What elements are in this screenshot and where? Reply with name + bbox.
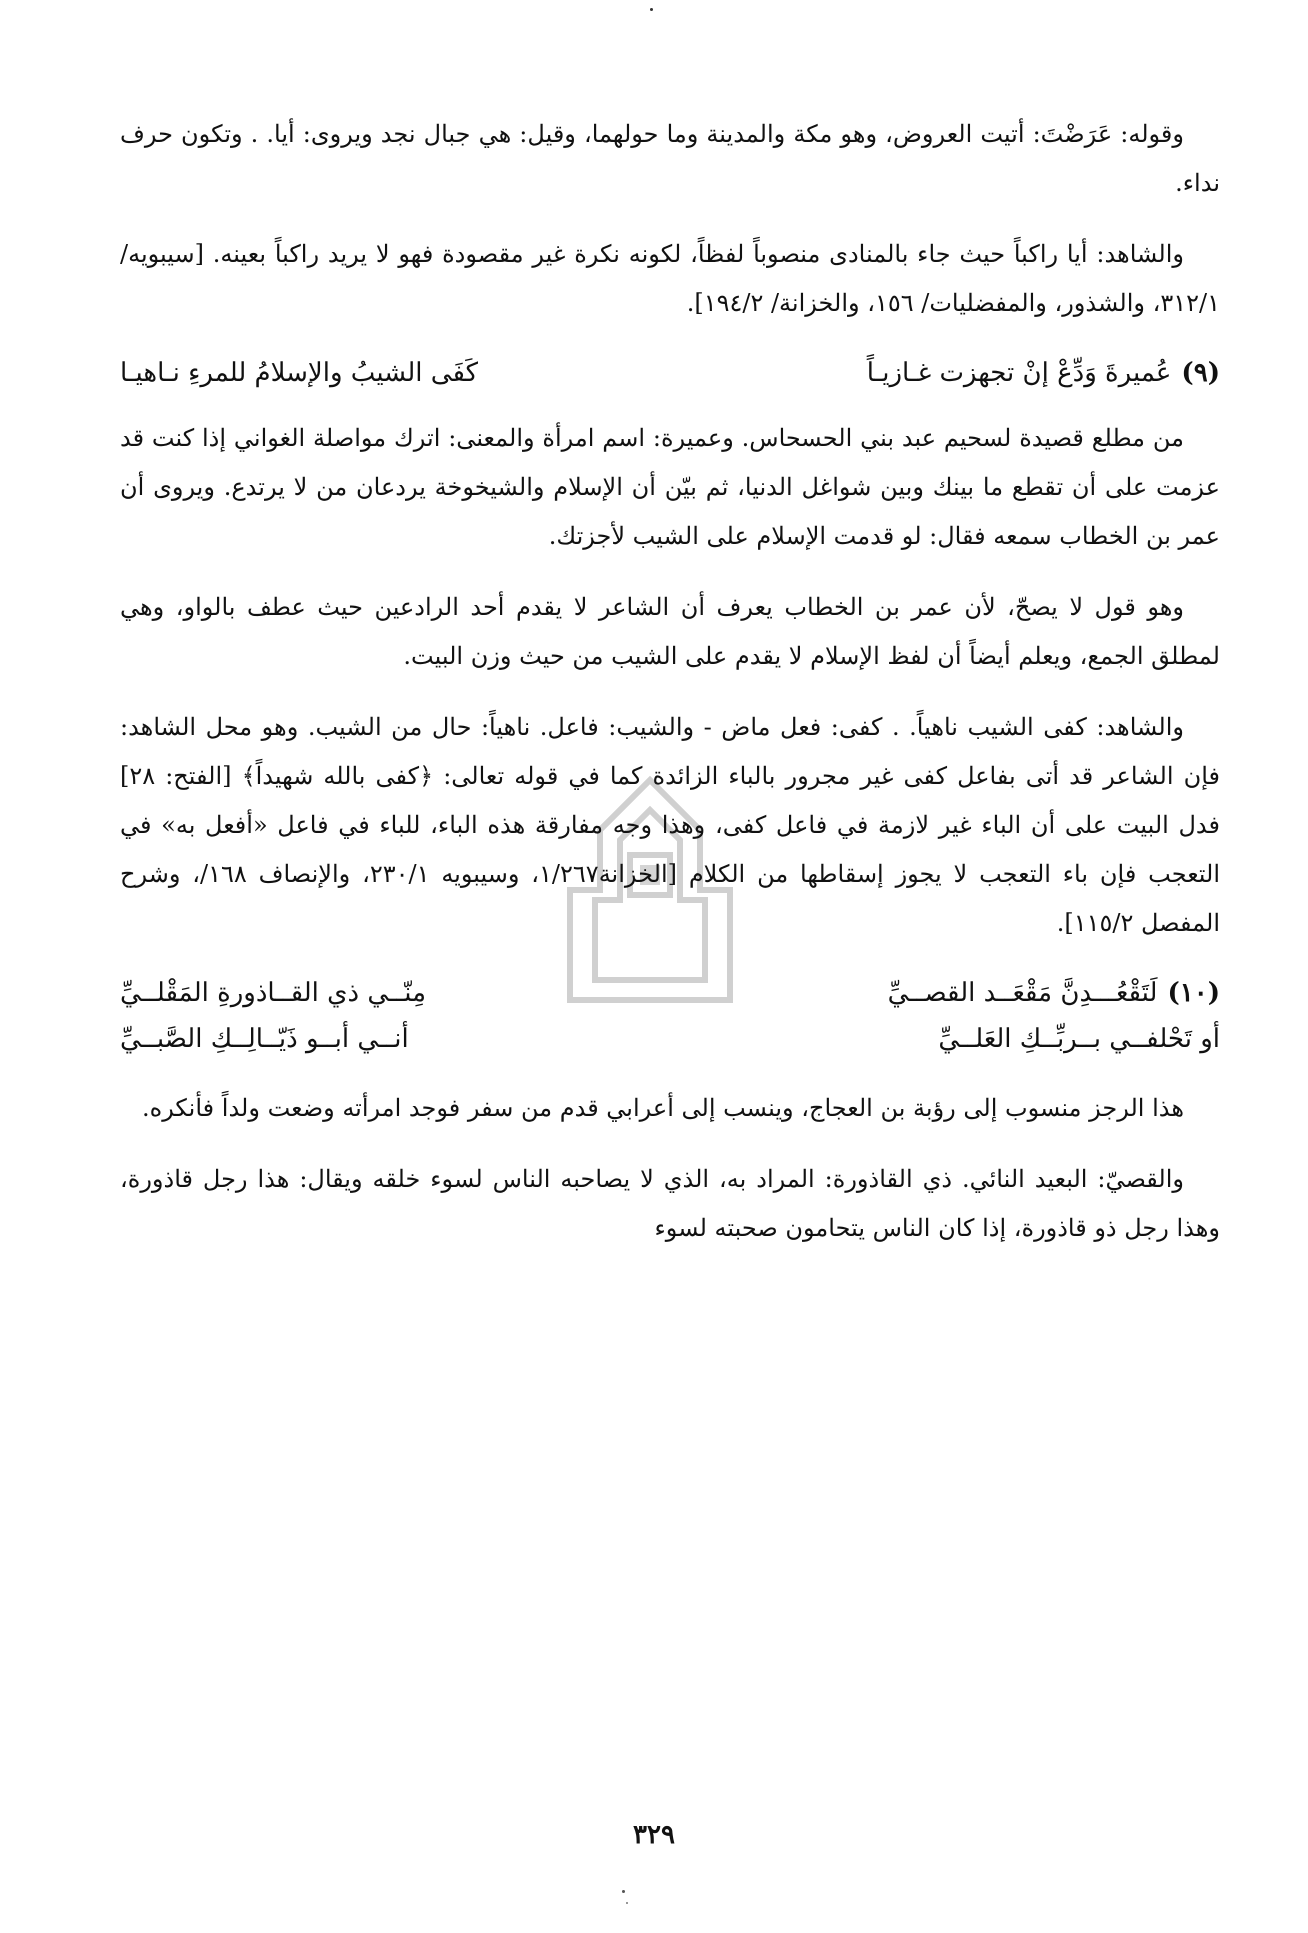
verse-9 [120, 350, 1220, 396]
paragraph-5: والشاهد: كفى الشيب ناهياً. . كفى: فعل ماض - والشيب: فاعل. ناهياً: حال من الشيب. وهو محل الشاهد: فإن الشاعر قد أتى بفاعل كفى غير مجرور بالباء الزائدة كما في قوله تعالى: ﴿كفى بالله شهيداً﴾ [الفتح: ٢٨] فدل البيت على أن الباء غير لازمة في فاعل كفى، وهذا وجه مفارقة هذه الباء، للباء في فاعل «أفعل به» في التعجب فإن باء التعجب لا يجوز إسقاطها من الكلام [الخزانة١/٢٦٧، وسيبويه ٢٣٠/١، والإنصاف ١٦٨/، وشرح المفصل ١١٥/٢]. [120, 713, 1221, 937]
verse-10-line-2 [120, 1016, 1220, 1062]
main-text [120, 110, 1220, 1275]
page-speck [626, 1902, 628, 1904]
verse-10-line-1 [120, 970, 1220, 1016]
paragraph-3: من مطلع قصيدة لسحيم عبد بني الحسحاس. وعميرة: اسم امرأة والمعنى: اترك مواصلة الغواني إذا كنت قد عزمت على أن تقطع ما بينك وبين شواغل الدنيا، ثم بيّن أن الإسلام والشيخوخة يردعان من لا يرتدع. ويروى أن عمر بن الخطاب سمعه فقال: لو قدمت الإسلام على الشيب لأجزتك. [120, 424, 1220, 550]
paragraph-6: هذا الرجز منسوب إلى رؤبة بن العجاج، وينسب إلى أعرابي قدم من سفر فوجد امرأته وضعت ولداً فأنكره. [141, 1094, 1184, 1122]
paragraph-1: وقوله: عَرَضْتَ: أتيت العروض، وهو مكة والمدينة وما حولهما، وقيل: هي جبال نجد ويروى: أيا. . وتكون حرف نداء. [120, 120, 1220, 197]
verse-9-first-hemistich: (٩)عُميرةَ وَدِّعْ إنْ تجهزت غـازيـاً [866, 358, 1220, 388]
verse-10-line-1-first: (١٠)لَتَقْعُـــدِنَّ مَقْعَــد القصــيِّ [887, 978, 1220, 1008]
paragraph-4: وهو قول لا يصحّ، لأن عمر بن الخطاب يعرف أن الشاعر لا يقدم أحد الرادعين حيث عطف بالواو، وهي لمطلق الجمع، ويعلم أيضاً أن لفظ الإسلام لا يقدم على الشيب من حيث وزن البيت. [120, 593, 1220, 670]
verse-10 [120, 970, 1220, 1062]
verse-9-number: (٩) [1181, 358, 1220, 388]
verse-10-number: (١٠) [1167, 978, 1220, 1008]
paragraph-2: والشاهد: أيا راكباً حيث جاء بالمنادى منصوباً لفظاً، لكونه نكرة غير مقصودة فهو لا يريد راكباً بعينه. [سيبويه/ ٣١٢/١، والشذور، والمفضليات/ ١٥٦، والخزانة/ ١٩٤/٢]. [120, 240, 1220, 317]
verse-10-line-2-first: أو تَحْلفــي بــربِّــكِ العَلــيِّ [938, 1024, 1220, 1054]
paragraph-7: والقصيّ: البعيد النائي. ذي القاذورة: المراد به، الذي لا يصاحبه الناس لسوء خلقه ويقال: هذا رجل قاذورة، وهذا رجل ذو قاذورة، إذا كان الناس يتحامون صحبته لسوء [120, 1165, 1220, 1242]
page-speck [650, 8, 653, 11]
verse-10-line-2-second: أنــي أبــو ذَيّــالِــكِ الصَّبــيِّ [120, 1024, 409, 1054]
page-number: ٣٢٩ [633, 1820, 675, 1850]
verse-10-line-1-second: مِنّــي ذي القــاذورةِ المَقْلــيِّ [120, 978, 427, 1008]
verse-9-second-hemistich: كَفَى الشيبُ والإسلامُ للمرءِ نـاهيـا [120, 358, 478, 388]
page-speck [622, 1890, 625, 1893]
